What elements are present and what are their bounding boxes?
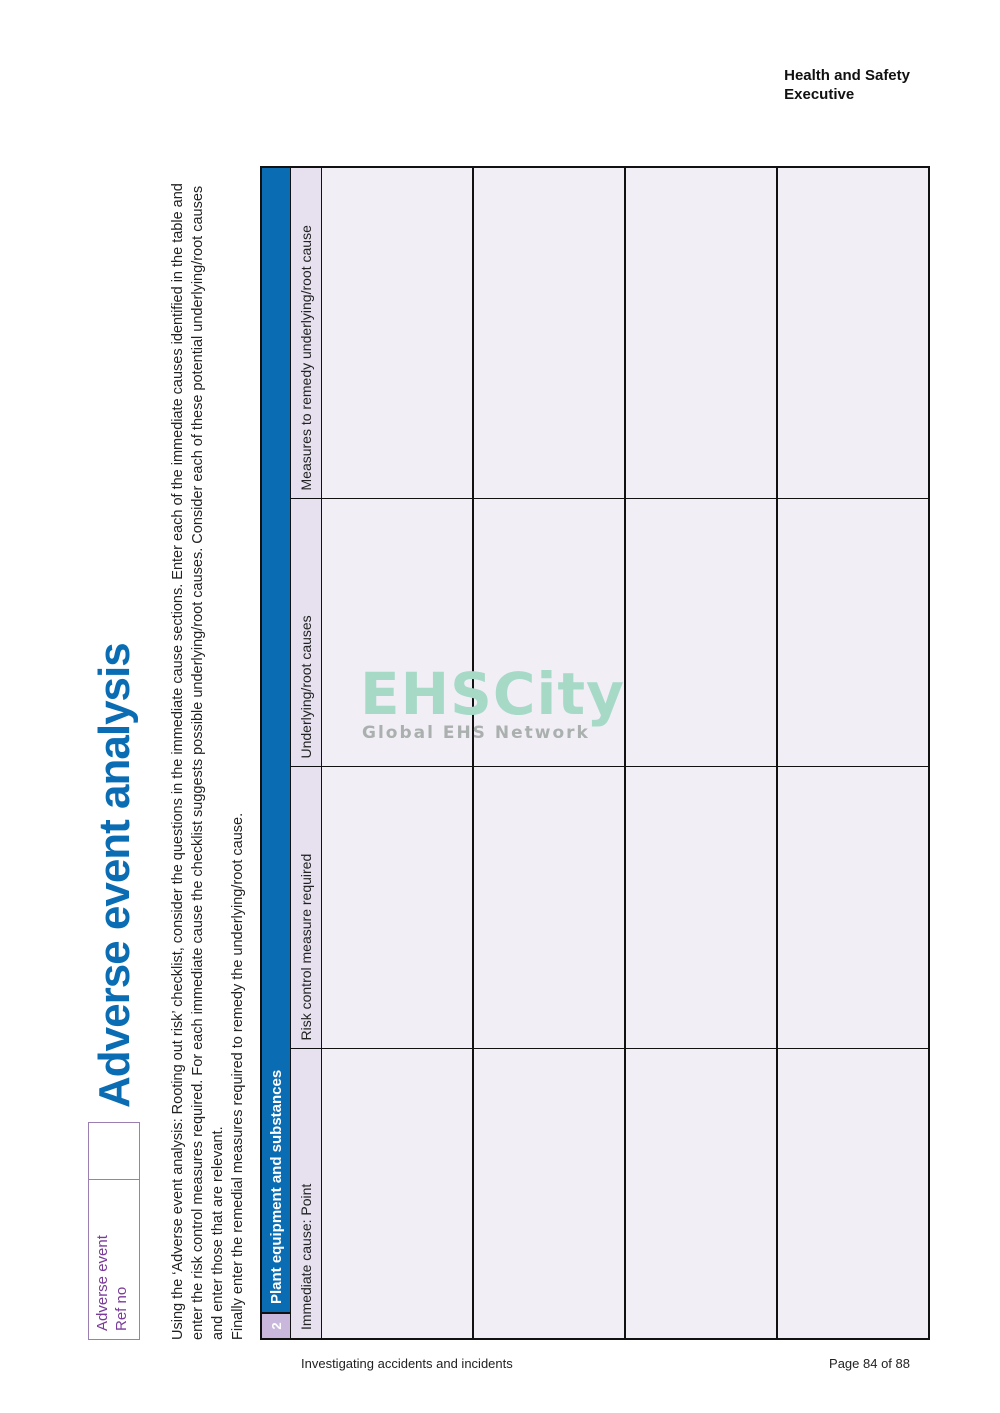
column-header-remedy: Measures to remedy underlying/root cause [291,167,322,499]
org-line-1: Health and Safety [784,67,910,84]
watermark-brand: EHSCity [360,660,625,728]
immediate-cause-cell[interactable] [625,1049,777,1339]
page-title: Adverse event analysis [90,643,139,1108]
table-row [322,167,474,1339]
section-header-row [261,167,291,1339]
remedy-cell[interactable] [322,167,474,499]
section-number: 2 [261,1313,291,1339]
table-row [625,167,777,1339]
table-row [777,167,929,1339]
risk-control-cell[interactable] [473,767,625,1049]
intro-paragraph-final: Finally enter the remedial measures required to remedy the underlying/root cause. [230,812,246,1340]
risk-control-cell[interactable] [322,767,474,1049]
organisation-name [784,66,910,104]
footer-document-title: Investigating accidents and incidents [301,1356,513,1371]
immediate-cause-cell[interactable] [777,1049,929,1339]
landscape-form [88,165,906,1340]
column-header-immediate-cause: Immediate cause: Point [291,1049,322,1339]
ref-label [89,1179,139,1339]
root-causes-cell[interactable] [625,499,777,767]
intro-text [168,165,248,1340]
table-row [473,167,625,1339]
org-line-2: Executive [784,86,855,103]
remedy-cell[interactable] [473,167,625,499]
remedy-cell[interactable] [625,167,777,499]
intro-paragraph: Using the ‘Adverse event analysis: Rooting out risk’ checklist, consider the questions in the immediate cause sections. Enter each of the immediate causes identified in the table and enter the risk control measures required. For each immediate cause the checklist suggests possible underlying/root causes. Consider each of these potential underlying/root causes and enter those that are relevant. [170,183,226,1340]
watermark-tagline: Global EHS Network [362,723,590,743]
ref-box [88,1122,140,1340]
section-title: Plant equipment and substances [261,167,291,1313]
risk-control-cell[interactable] [777,767,929,1049]
column-header-root-causes: Underlying/root causes [291,499,322,767]
column-header-risk-control: Risk control measure required [291,767,322,1049]
root-causes-cell[interactable] [473,499,625,767]
risk-control-cell[interactable] [625,767,777,1049]
immediate-cause-cell[interactable] [322,1049,474,1339]
analysis-table [260,166,930,1340]
footer-page-number: Page 84 of 88 [829,1356,910,1371]
root-causes-cell[interactable] [777,499,929,767]
ref-number-field[interactable] [89,1123,139,1179]
ref-label-line-1: Adverse event [94,1235,111,1331]
remedy-cell[interactable] [777,167,929,499]
immediate-cause-cell[interactable] [473,1049,625,1339]
ref-label-line-2: Ref no [113,1286,130,1331]
column-header-row [291,167,322,1339]
root-causes-cell[interactable] [322,499,474,767]
